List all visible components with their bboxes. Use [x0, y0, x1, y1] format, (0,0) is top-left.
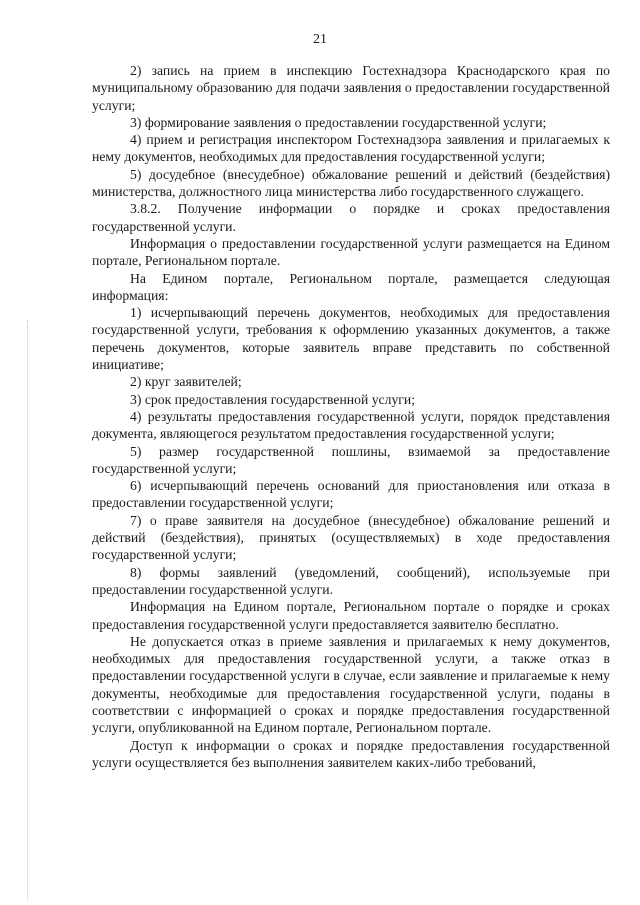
paragraph: Доступ к информации о сроках и порядке предоставления государственной услуги осуществляется без выполнения заявителем каких-либо требований, — [92, 737, 610, 770]
paragraph: Информация о предоставлении государственной услуги размещается на Едином портале, Региональном портале. — [92, 235, 610, 269]
paragraph: 3.8.2. Получение информации о порядке и сроках предоставления государственной услуги. — [92, 201, 610, 234]
paragraph: 7) о праве заявителя на досудебное (внесудебное) обжалование решений и действий (бездействия), принятых (осуществляемых) в ходе предоставления государственной услуги; — [92, 512, 610, 563]
scan-margin-dots — [27, 320, 29, 900]
paragraph: 3) срок предоставления государственной услуги; — [130, 391, 416, 407]
paragraph: 4) прием и регистрация инспектором Гостехнадзора заявления и прилагаемых к нему документов, необходимых для предоставления государственной услуги; — [92, 132, 610, 165]
paragraph: 5) досудебное (внесудебное) обжалование решений и действий (бездействия) министерства, должностного лица министерства либо государственного служащего. — [92, 166, 610, 200]
paragraph: 2) круг заявителей; — [130, 374, 242, 390]
paragraph: 8) формы заявлений (уведомлений, сообщений), используемые при предоставлении государственной услуги. — [92, 564, 610, 597]
document-body — [92, 62, 610, 771]
paragraph: 6) исчерпывающий перечень оснований для приостановления или отказа в предоставлении государственной услуги; — [92, 478, 610, 511]
page-number: 21 — [313, 32, 327, 47]
paragraph: 3) формирование заявления о предоставлении государственной услуги; — [130, 114, 547, 130]
paragraph: 5) размер государственной пошлины, взимаемой за предоставление государственной услуги; — [92, 443, 610, 476]
paragraph: 4) результаты предоставления государственной услуги, порядок представления документа, являющегося результатом предоставления государственной услуги; — [92, 408, 610, 442]
paragraph: Не допускается отказ в приеме заявления и прилагаемых к нему документов, необходимых для предоставления государственной услуги, а также отказ в предоставлении государственной услуги в случае, если заявление и прилагаемые к нему документы, необходимые для предоставления государственной услуги, поданы в соответствии с информацией о сроках и порядке предоставления государственной услуги, опубликованной на Едином портале, Региональном портале. — [92, 633, 610, 736]
paragraph: На Едином портале, Региональном портале, размещается следующая информация: — [92, 270, 610, 303]
paragraph: 1) исчерпывающий перечень документов, необходимых для предоставления государственной услуги, требования к оформлению указанных документов, а также перечень документов, которые заявитель вправе представить по собственной инициативе; — [92, 305, 610, 373]
paragraph: Информация на Едином портале, Региональном портале о порядке и сроках предоставления государственной услуги предоставляется заявителю бесплатно. — [92, 599, 610, 632]
paragraph: 2) запись на прием в инспекцию Гостехнадзора Краснодарского края по муниципальному образованию для подачи заявления о предоставлении государственной услуги; — [92, 63, 610, 113]
